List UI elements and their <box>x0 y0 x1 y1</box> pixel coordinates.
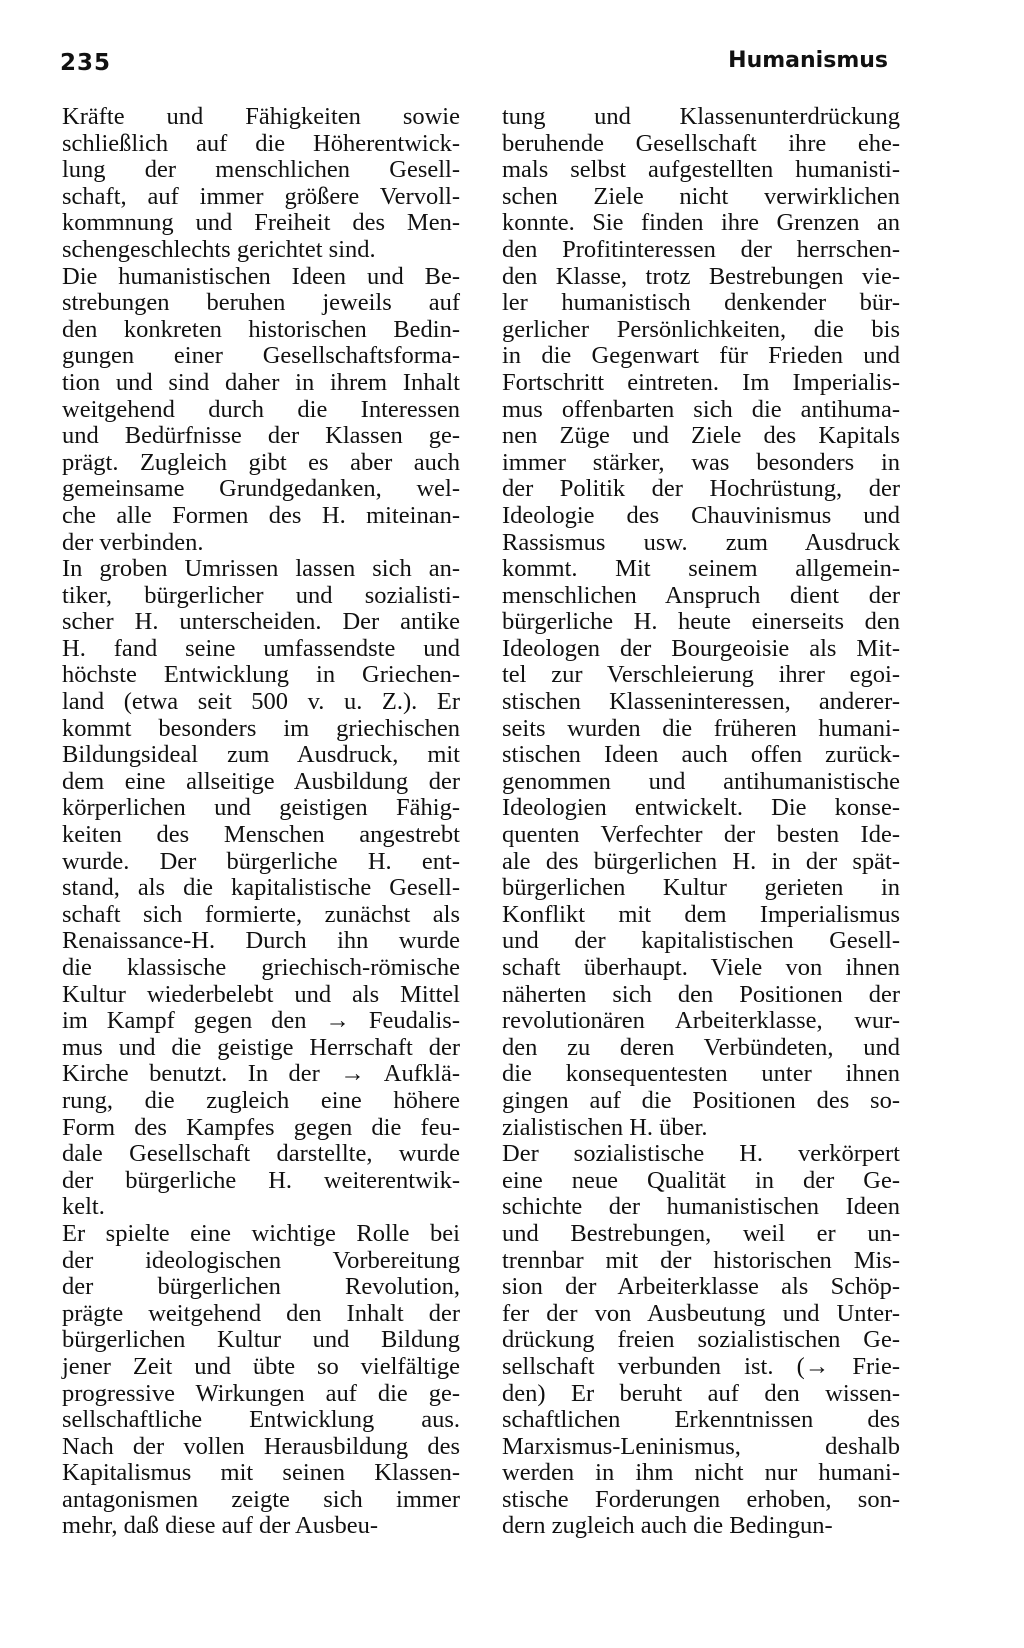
text-line: schaft sich formierte, zunächst als <box>62 900 460 928</box>
text-line: kommt. Mit seinem allgemein- <box>502 555 900 583</box>
text-line: genommen und antihumanistische <box>502 767 900 795</box>
text-line: Er spielte eine wichtige Rolle bei <box>62 1219 460 1247</box>
text-line: beruhende Gesellschaft ihre ehe- <box>502 129 900 157</box>
text-line: Ideologien entwickelt. Die konse- <box>502 794 900 822</box>
text-line: keiten des Menschen angestrebt <box>62 821 460 849</box>
text-line: stischen Ideen auch offen zurück- <box>502 741 900 769</box>
text-line: progressive Wirkungen auf die ge- <box>62 1379 460 1407</box>
paragraph <box>62 1221 460 1540</box>
text-line: stischen Klasseninteressen, anderer- <box>502 688 900 716</box>
text-line: mus und die geistige Herrschaft der <box>62 1033 460 1061</box>
text-line: Fortschritt eintreten. Im Imperialis- <box>502 368 900 396</box>
paragraph <box>62 556 460 1221</box>
text-line: sellschaftliche Entwicklung aus. <box>62 1406 460 1434</box>
paragraph <box>502 104 900 1141</box>
text-line: der ideologischen Vorbereitung <box>62 1246 460 1274</box>
text-line: tion und sind daher in ihrem Inhalt <box>62 368 460 396</box>
text-line: bürgerlichen Kultur und Bildung <box>62 1326 460 1354</box>
text-line: scher H. unterscheiden. Der antike <box>62 608 460 636</box>
text-line: und der kapitalistischen Gesell- <box>502 927 900 955</box>
text-line: schaft überhaupt. Viele von ihnen <box>502 954 900 981</box>
text-line: mehr, daß diese auf der Ausbeu- <box>62 1512 379 1540</box>
text-line: kelt. <box>62 1193 105 1221</box>
text-line: Kapitalismus mit seinen Klassen- <box>62 1459 460 1487</box>
text-line: in die Gegenwart für Frieden und <box>502 342 900 370</box>
text-line: bürgerliche H. heute einerseits den <box>502 608 900 636</box>
paragraph <box>62 264 460 557</box>
text-line: dale Gesellschaft darstellte, wurde <box>62 1140 460 1168</box>
text-line: die konsequentesten unter ihnen <box>502 1060 900 1088</box>
text-line: sion der Arbeiterklasse als Schöp- <box>502 1273 900 1301</box>
text-line: kommnung und Freiheit des Men- <box>62 209 460 237</box>
text-line: Kräfte und Fähigkeiten sowie <box>62 103 460 130</box>
text-line: menschlichen Anspruch dient der <box>502 581 900 609</box>
text-line: gerlicher Persönlichkeiten, die bis <box>502 315 900 343</box>
text-line: wurde. Der bürgerliche H. ent- <box>62 847 460 875</box>
text-line: bürgerlichen Kultur gerieten in <box>502 874 900 902</box>
text-line: Konflikt mit dem Imperialismus <box>502 900 900 928</box>
text-line: dem eine allseitige Ausbildung der <box>62 767 460 795</box>
text-line: der bürgerliche H. weiterentwik- <box>62 1166 460 1194</box>
text-line: drückung freien sozialistischen Ge- <box>502 1326 900 1354</box>
paragraph <box>62 104 460 264</box>
text-line: Rassismus usw. zum Ausdruck <box>502 528 900 556</box>
text-line: revolutionären Arbeiterklasse, wur- <box>502 1007 900 1035</box>
text-line: Form des Kampfes gegen die feu- <box>62 1113 460 1141</box>
text-line: den Klasse, trotz Bestrebungen vie- <box>502 262 900 290</box>
text-line: schaft, auf immer größere Vervoll- <box>62 182 460 210</box>
running-head: Humanismus <box>728 48 888 73</box>
text-line: der bürgerlichen Revolution, <box>62 1273 460 1301</box>
text-line: höchste Entwicklung in Griechen- <box>62 661 460 689</box>
text-line: mus offenbarten sich die antihuma- <box>502 395 900 423</box>
text-line: gungen einer Gesellschaftsforma- <box>62 342 460 370</box>
text-line: weitgehend durch die Interessen <box>62 395 460 423</box>
text-line: tung und Klassenunterdrückung <box>502 103 900 130</box>
text-line: werden in ihm nicht nur humani- <box>502 1459 900 1487</box>
text-line: Nach der vollen Herausbildung des <box>62 1432 460 1460</box>
text-line: prägt. Zugleich gibt es aber auch <box>62 448 460 476</box>
text-line: prägte weitgehend den Inhalt der <box>62 1299 460 1327</box>
text-line: konnte. Sie finden ihre Grenzen an <box>502 209 900 237</box>
text-line: näherten sich den Positionen der <box>502 980 900 1008</box>
text-line: der Politik der Hochrüstung, der <box>502 475 900 503</box>
text-line: schließlich auf die Höherentwick- <box>62 129 460 157</box>
text-line: schaftlichen Erkenntnissen des <box>502 1406 900 1434</box>
text-line: trennbar mit der historischen Mis- <box>502 1246 900 1274</box>
text-line: tel zur Verschleierung ihrer egoi- <box>502 661 900 689</box>
text-line: dern zugleich auch die Bedingun- <box>502 1512 833 1540</box>
text-line: nen Züge und Ziele des Kapitals <box>502 422 900 450</box>
text-line: che alle Formen des H. miteinan- <box>62 501 460 529</box>
text-line: eine neue Qualität in der Ge- <box>502 1166 900 1194</box>
text-line: Kirche benutzt. In der → Aufklä- <box>62 1060 460 1088</box>
text-line: Ideologie des Chauvinismus und <box>502 501 900 529</box>
text-line: seits wurden die früheren humani- <box>502 714 900 742</box>
text-line: der verbinden. <box>62 528 204 556</box>
text-line: Renaissance-H. Durch ihn wurde <box>62 927 460 955</box>
text-line: land (etwa seit 500 v. u. Z.). Er <box>62 688 460 716</box>
text-line: In groben Umrissen lassen sich an- <box>62 555 460 583</box>
text-line: den konkreten historischen Bedin- <box>62 315 460 343</box>
text-line: schengeschlechts gerichtet sind. <box>62 235 376 263</box>
text-line: und Bedürfnisse der Klassen ge- <box>62 422 460 450</box>
text-line: die klassische griechisch-römische <box>62 954 460 981</box>
text-line: Bildungsideal zum Ausdruck, mit <box>62 741 460 769</box>
text-line: stische Forderungen erhoben, son- <box>502 1485 900 1513</box>
page-number: 235 <box>60 50 112 76</box>
text-line: ler humanistisch denkender bür- <box>502 289 900 317</box>
left-text-column <box>62 104 460 1540</box>
text-line: stand, als die kapitalistische Gesell- <box>62 874 460 902</box>
text-line: im Kampf gegen den → Feudalis- <box>62 1007 460 1035</box>
text-line: und Bestrebungen, weil er un- <box>502 1219 900 1247</box>
text-line: Ideologen der Bourgeoisie als Mit- <box>502 634 900 662</box>
text-line: mals selbst aufgestellten humanisti- <box>502 156 900 184</box>
text-line: sellschaft verbunden ist. (→ Frie- <box>502 1352 900 1380</box>
text-line: jener Zeit und übte so vielfältige <box>62 1352 460 1380</box>
text-line: lung der menschlichen Gesell- <box>62 156 460 184</box>
text-line: Die humanistischen Ideen und Be- <box>62 262 460 290</box>
text-line: Kultur wiederbelebt und als Mittel <box>62 980 460 1008</box>
text-line: quenten Verfechter der besten Ide- <box>502 821 900 849</box>
text-line: Der sozialistische H. verkörpert <box>502 1140 900 1168</box>
text-line: strebungen beruhen jeweils auf <box>62 289 460 317</box>
text-line: kommt besonders im griechischen <box>62 714 460 742</box>
text-line: schen Ziele nicht verwirklichen <box>502 182 900 210</box>
text-line: zialistischen H. über. <box>502 1113 708 1141</box>
text-line: H. fand seine umfassendste und <box>62 634 460 662</box>
paragraph <box>502 1141 900 1540</box>
text-line: körperlichen und geistigen Fähig- <box>62 794 460 822</box>
right-text-column <box>502 104 900 1540</box>
text-line: schichte der humanistischen Ideen <box>502 1193 900 1221</box>
text-line: den zu deren Verbündeten, und <box>502 1033 900 1061</box>
text-line: den Profitinteressen der herrschen- <box>502 235 900 263</box>
text-line: immer stärker, was besonders in <box>502 448 900 476</box>
text-line: Marxismus-Leninismus, deshalb <box>502 1432 900 1460</box>
text-line: ale des bürgerlichen H. in der spät- <box>502 847 900 875</box>
text-line: rung, die zugleich eine höhere <box>62 1086 460 1114</box>
text-line: antagonismen zeigte sich immer <box>62 1485 460 1513</box>
text-line: gemeinsame Grundgedanken, wel- <box>62 475 460 503</box>
text-line: gingen auf die Positionen des so- <box>502 1086 900 1114</box>
text-line: tiker, bürgerlicher und sozialisti- <box>62 581 460 609</box>
text-line: den) Er beruht auf den wissen- <box>502 1379 900 1407</box>
text-line: fer der von Ausbeutung und Unter- <box>502 1299 900 1327</box>
